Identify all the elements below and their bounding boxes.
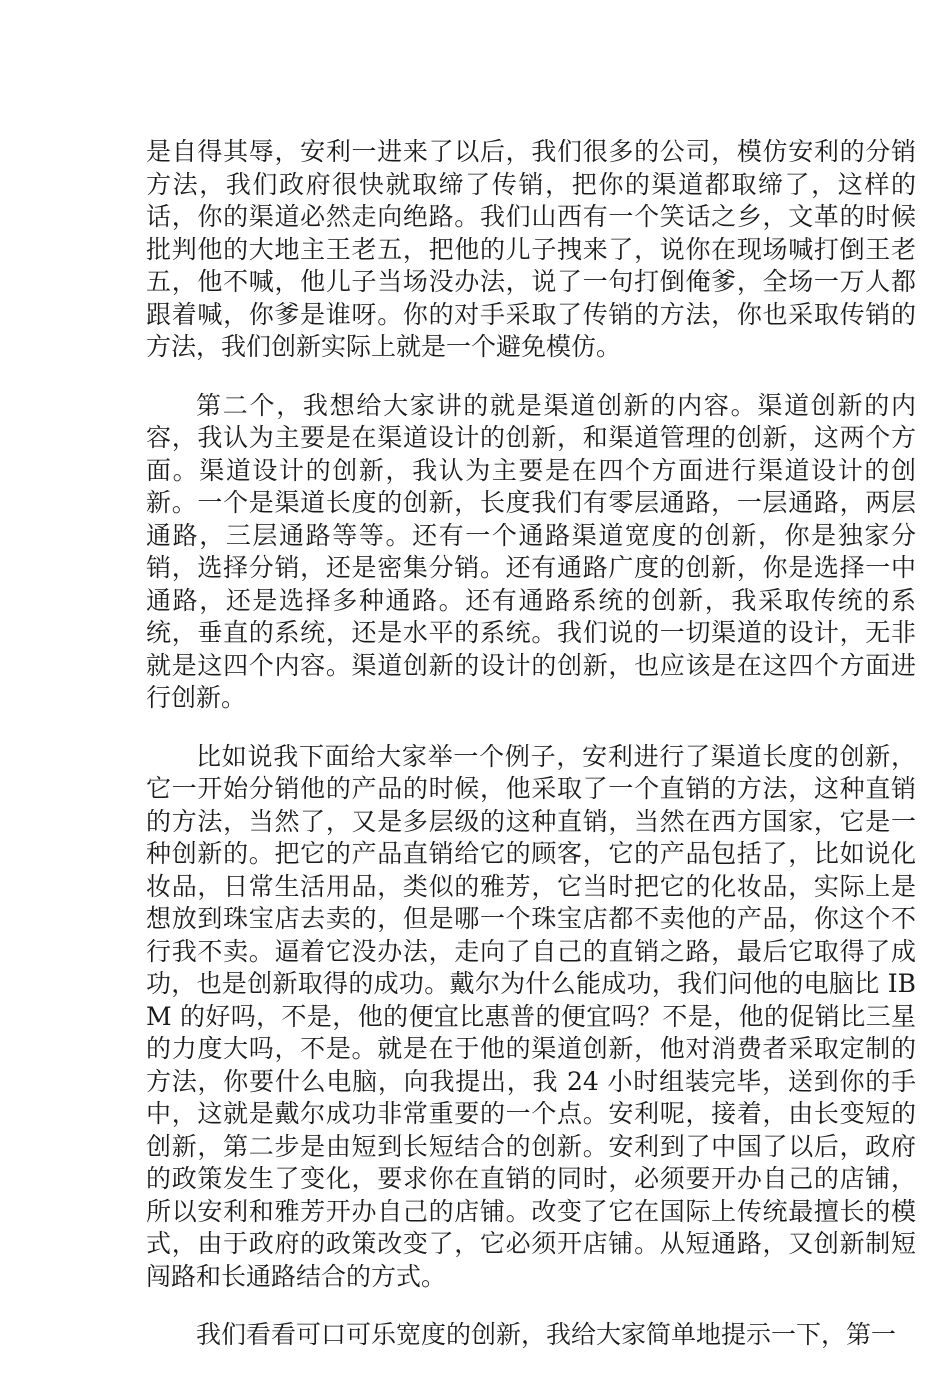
- paragraph-4: 我们看看可口可乐宽度的创新，我给大家简单地提示一下，第一: [196, 1320, 897, 1349]
- document-body: [146, 136, 916, 1378]
- paragraph-1: 是自得其辱，安利一进来了以后，我们很多的公司，模仿安利的分销方法，我们政府很快就取缔了传销，把你的渠道都取缔了，这样的话，你的渠道必然走向绝路。我们山西有一个笑话之乡，文革的时候批判他的大地主王老五，把他的儿子拽来了，说你在现场喊打倒王老五，他不喊，他儿子当场没办法，说了一句打倒俺爹，全场一万人都跟着喊，你爹是谁呀。你的对手采取了传销的方法，你也采取传销的方法，我们创新实际上就是一个避免模仿。: [146, 137, 916, 361]
- paragraph-3: 比如说我下面给大家举一个例子，安利进行了渠道长度的创新，它一开始分销他的产品的时候，他采取了一个直销的方法，这种直销的方法，当然了，又是多层级的这种直销，当然在西方国家，它是一种创新的。把它的产品直销给它的顾客，它的产品包括了，比如说化妆品，日常生活用品，类似的雅芳，它当时把它的化妆品，实际上是想放到珠宝店去卖的，但是哪一个珠宝店都不卖他的产品，你这个不行我不卖。逼着它没办法，走向了自己的直销之路，最后它取得了成功，也是创新取得的成功。戴尔为什么能成功，我们问他的电脑比 IBM 的好吗，不是，他的便宜比惠普的便宜吗？不是，他的促销比三星的力度大吗，不是。就是在于他的渠道创新，他对消费者采取定制的方法，你要什么电脑，向我提出，我 24 小时组装完毕，送到你的手中，这就是戴尔成功非常重要的一个点。安利呢，接着，由长变短的创新，第二步是由短到长短结合的创新。安利到了中国了以后，政府的政策发生了变化，要求你在直销的同时，必须要开办自己的店铺，所以安利和雅芳开办自己的店铺。改变了它在国际上传统最擅长的模式，由于政府的政策改变了，它必须开店铺。从短通路，又创新制短闯路和长通路结合的方式。: [146, 741, 916, 1291]
- paragraph-2: 第二个，我想给大家讲的就是渠道创新的内容。渠道创新的内容，我认为主要是在渠道设计的创新，和渠道管理的创新，这两个方面。渠道设计的创新，我认为主要是在四个方面进行渠道设计的创新。一个是渠道长度的创新，长度我们有零层通路，一层通路，两层通路，三层通路等等。还有一个通路渠道宽度的创新，你是独家分销，选择分销，还是密集分销。还有通路广度的创新，你是选择一中通路，还是选择多种通路。还有通路系统的创新，我采取传统的系统，垂直的系统，还是水平的系统。我们说的一切渠道的设计，无非就是这四个内容。渠道创新的设计的创新，也应该是在这四个方面进行创新。: [146, 390, 916, 712]
